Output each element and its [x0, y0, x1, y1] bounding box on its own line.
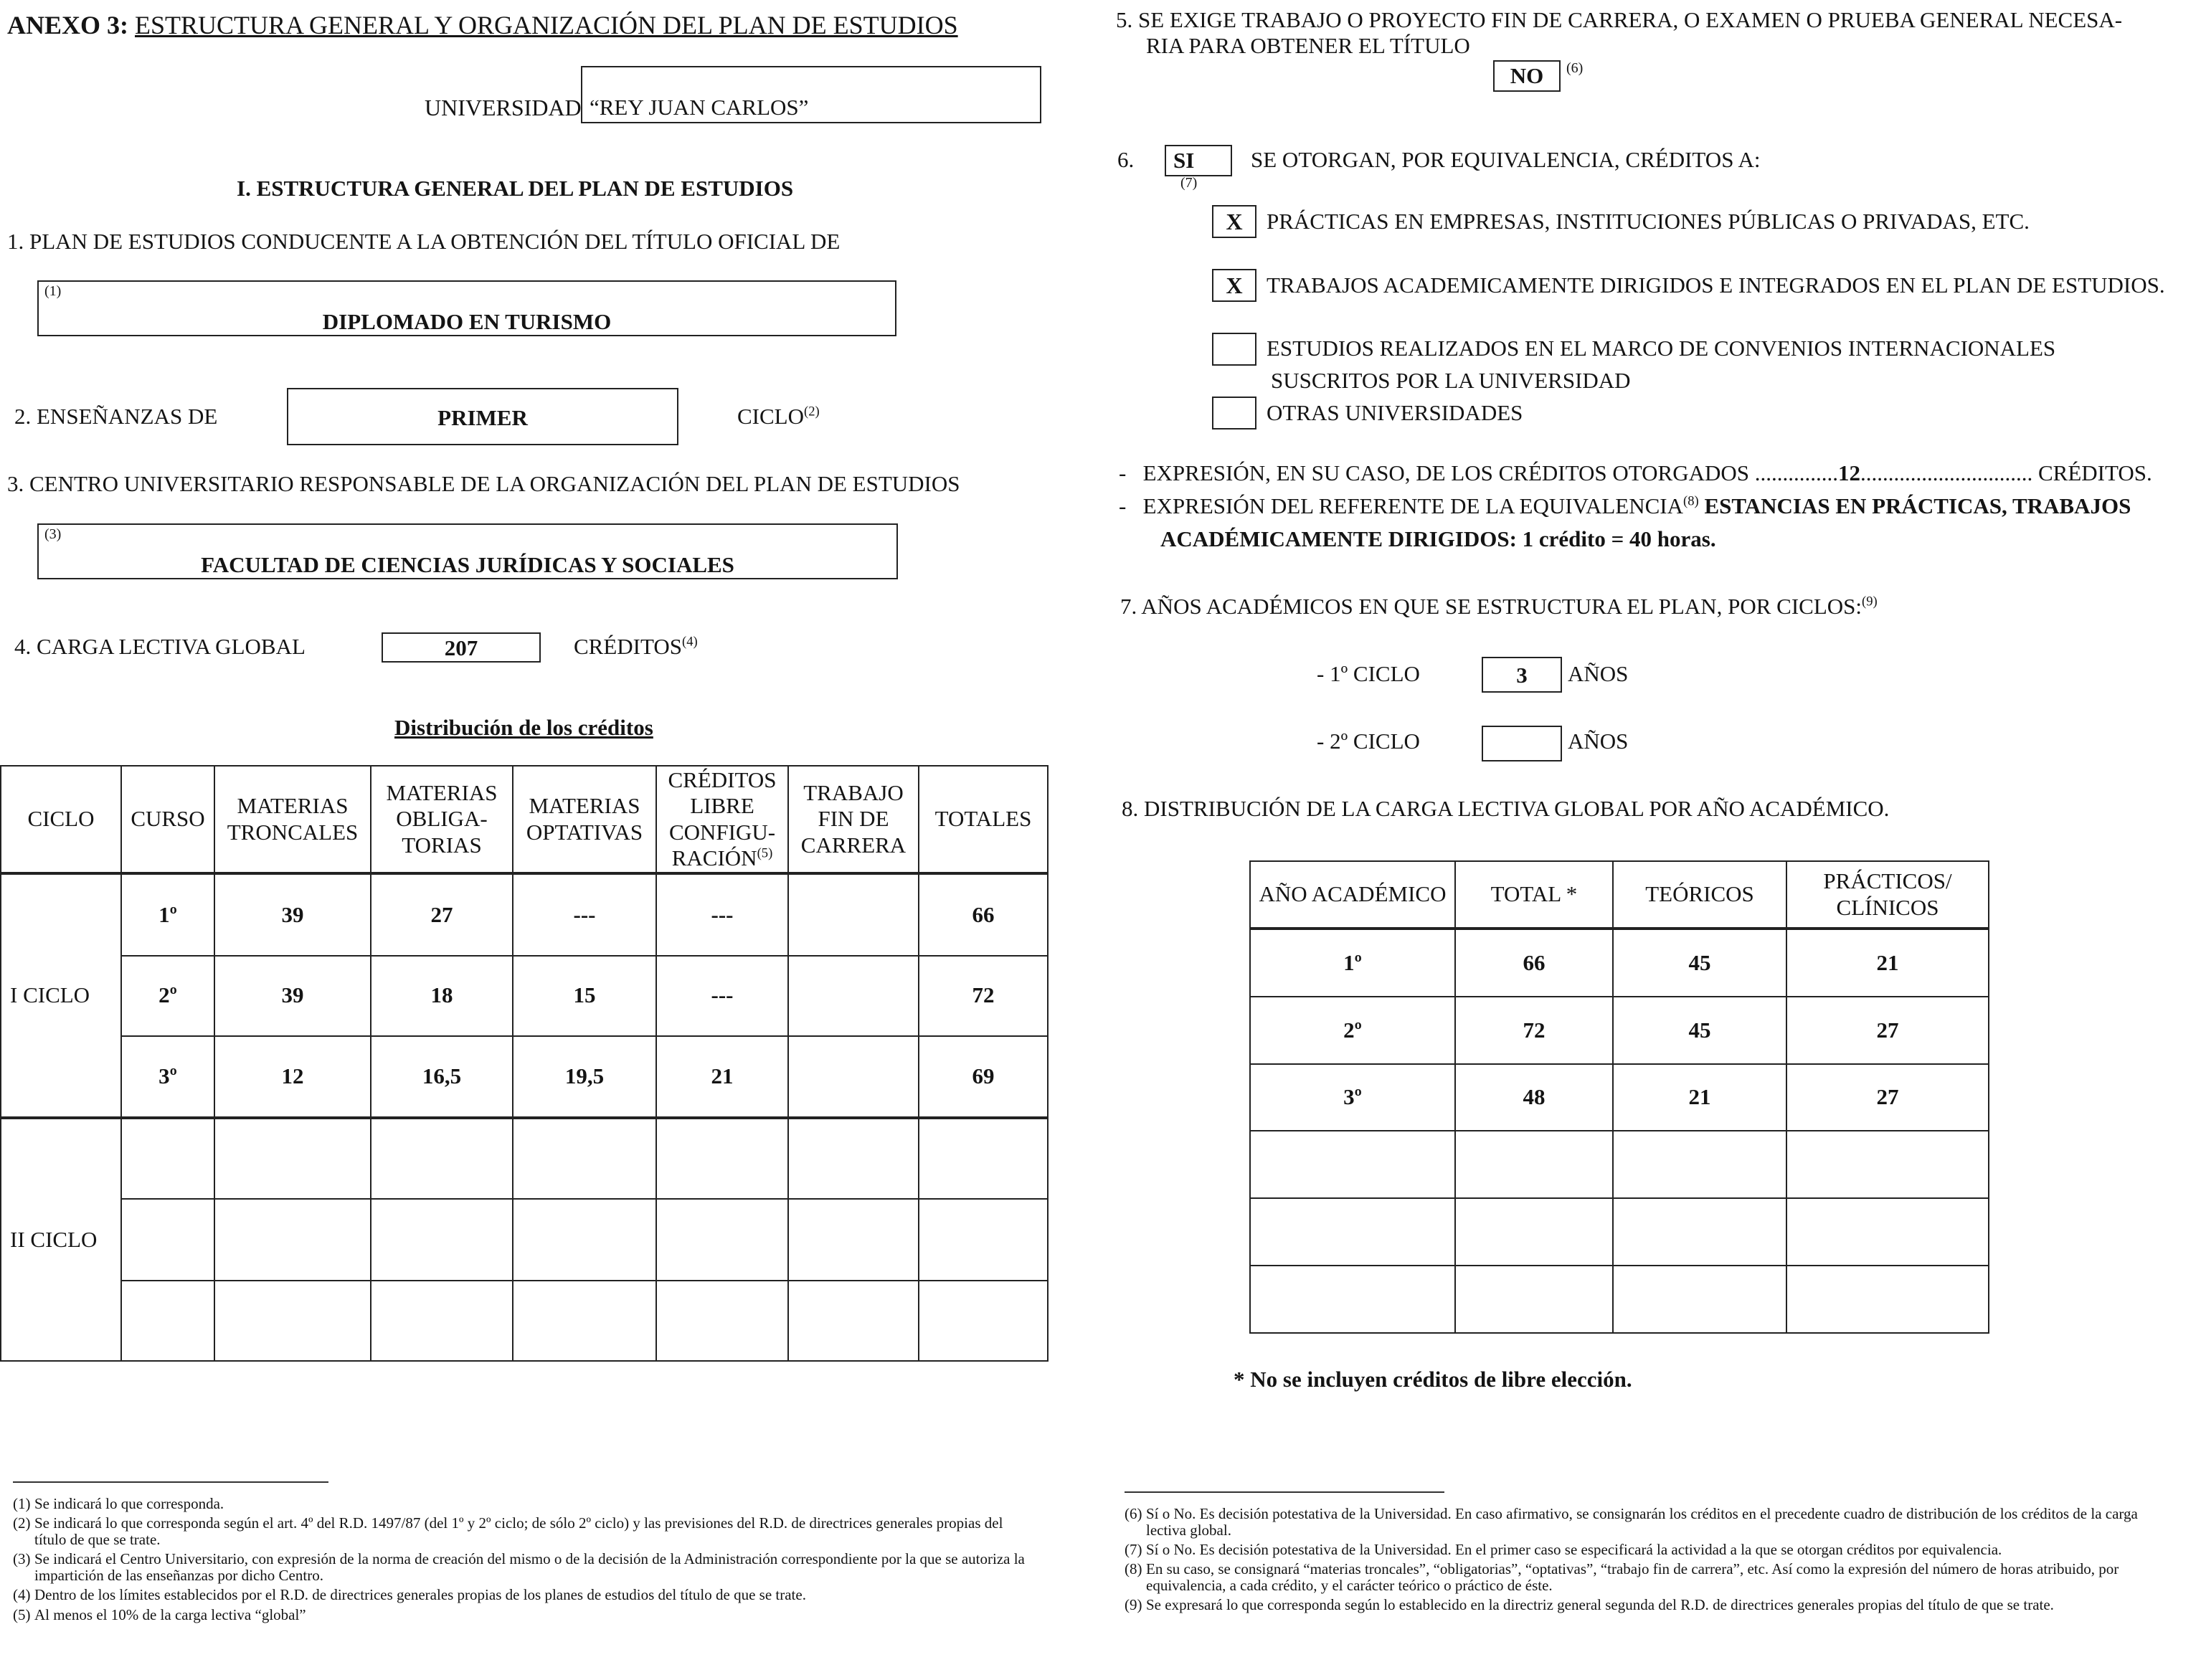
q3-note: (3)	[44, 526, 62, 542]
expression-equivalence: - EXPRESIÓN DEL REFERENTE DE LA EQUIVALENCIA$^{(8)}$ ESTANCIAS EN PRÁCTICAS, TRABAJOS	[1119, 493, 2131, 518]
header-total: TOTAL *	[1455, 861, 1613, 929]
q8-note: * No se incluyen créditos de libre elección.	[1234, 1367, 1632, 1392]
libre-cell: 21	[656, 1036, 788, 1118]
total-cell: 66	[1455, 929, 1613, 997]
footnote-4: (4) Dentro de los límites establecidos por el R.D. de directrices generales propias de los planes de estudios del título de que se trate.	[13, 1586, 806, 1604]
ano-cell: 2º	[1250, 997, 1455, 1064]
q6-num: 6.	[1117, 147, 1135, 172]
teoricos-cell: 21	[1613, 1064, 1786, 1131]
q1-value: DIPLOMADO EN TURISMO	[322, 309, 612, 334]
q8-text: 8. DISTRIBUCIÓN DE LA CARGA LECTIVA GLOBAL POR AÑO ACADÉMICO.	[1122, 796, 1890, 821]
q4-value: 207	[444, 635, 478, 660]
obligatorias-cell: 27	[371, 873, 513, 955]
q7-c2-unit: AÑOS	[1568, 729, 1629, 754]
universidad-box	[581, 66, 1041, 123]
total-cell: 72	[1455, 997, 1613, 1064]
obligatorias-cell: 18	[371, 956, 513, 1036]
expression-credits: - EXPRESIÓN, EN SU CASO, DE LOS CRÉDITOS OTORGADOS ...............12............................... CRÉDITOS.	[1119, 460, 2152, 485]
annual-load-table	[1249, 860, 1989, 1334]
ano-cell: 3º	[1250, 1064, 1455, 1131]
option-otras-label: OTRAS UNIVERSIDADES	[1267, 400, 1523, 425]
page-heading: ANEXO 3: ESTRUCTURA GENERAL Y ORGANIZACIÓN DEL PLAN DE ESTUDIOS	[7, 11, 958, 39]
q7-c1-value: 3	[1516, 663, 1528, 688]
footnote-9: (9) Se expresará lo que corresponda según lo establecido en la directriz general segunda del R.D. de directrices generales propias del título de que se trate.	[1125, 1596, 2054, 1614]
q3-text: 3. CENTRO UNIVERSITARIO RESPONSABLE DE LA ORGANIZACIÓN DEL PLAN DE ESTUDIOS	[7, 471, 960, 496]
table-row	[1250, 929, 1989, 997]
troncales-cell: 39	[214, 873, 371, 955]
optativas-cell: 19,5	[513, 1036, 656, 1118]
q4-suffix: CRÉDITOS$^{(4)}$	[574, 634, 698, 659]
footnote-6: (6) Sí o No. Es decisión potestativa de la Universidad. En caso afirmativo, se consignarán los créditos en el precedente cuadro de distribución de los créditos de la carga lectiva global.	[1125, 1505, 2138, 1539]
trabajo-cell	[788, 956, 919, 1036]
q6-box	[1165, 145, 1232, 176]
option-trabajos-checkbox: X	[1212, 269, 1256, 302]
q3-value: FACULTAD DE CIENCIAS JURÍDICAS Y SOCIALES	[201, 552, 734, 577]
q2-box	[287, 388, 678, 445]
annex-label: ANEXO 3	[7, 11, 120, 39]
q1-text: 1. PLAN DE ESTUDIOS CONDUCENTE A LA OBTENCIÓN DEL TÍTULO OFICIAL DE	[7, 229, 841, 254]
trabajo-cell	[788, 1036, 919, 1118]
option-convenios-label2: SUSCRITOS POR LA UNIVERSIDAD	[1271, 368, 1631, 393]
header-trabajo-fin: TRABAJO FIN DE CARRERA	[788, 766, 919, 873]
q5-value: NO	[1510, 63, 1544, 88]
header-optativas: MATERIAS OPTATIVAS	[513, 766, 656, 873]
credits-value: 12	[1838, 460, 1860, 485]
table-row	[1250, 1064, 1989, 1131]
q6-value: SI	[1173, 148, 1195, 173]
universidad-label: UNIVERSIDAD	[425, 95, 582, 120]
teoricos-cell: 45	[1613, 929, 1786, 997]
ciclo-I-cell: I CICLO	[1, 873, 121, 1118]
header-obligatorias: MATERIAS OBLIGA- TORIAS	[371, 766, 513, 873]
q5-line2: RIA PARA OBTENER EL TÍTULO	[1146, 33, 1470, 58]
option-practicas-checkbox: X	[1212, 205, 1256, 238]
dist-title: Distribución de los créditos	[394, 715, 653, 740]
table-row	[1, 1199, 1048, 1280]
header-teoricos: TEÓRICOS	[1613, 861, 1786, 929]
expression-equivalence-line2: ACADÉMICAMENTE DIRIGIDOS: 1 crédito = 40 horas.	[1160, 526, 1716, 551]
footnote-1: (1) Se indicará lo que corresponda.	[13, 1495, 224, 1512]
header-ciclo: CICLO	[1, 766, 121, 873]
practicos-cell: 27	[1786, 997, 1989, 1064]
q7-text: 7. AÑOS ACADÉMICOS EN QUE SE ESTRUCTURA EL PLAN, POR CICLOS:$^{(9)}$	[1120, 594, 1878, 619]
table-row	[1, 1281, 1048, 1361]
table-row	[1, 1036, 1048, 1118]
table-row	[1250, 997, 1989, 1064]
q2-value: PRIMER	[437, 405, 528, 430]
teoricos-cell: 45	[1613, 997, 1786, 1064]
footnote-rule-left	[13, 1481, 328, 1483]
q2-label: 2. ENSEÑANZAS DE	[14, 404, 218, 429]
curso-cell: 3º	[121, 1036, 214, 1118]
q5-box	[1493, 60, 1561, 92]
header-libre-configuracion: CRÉDITOS LIBRE CONFIGU- RACIÓN$^{(5)}$	[656, 766, 788, 873]
q7-c2-label: - 2º CICLO	[1317, 729, 1420, 754]
total-cell: 48	[1455, 1064, 1613, 1131]
q1-box	[37, 280, 896, 336]
curso-cell: 1º	[121, 873, 214, 955]
libre-cell: ---	[656, 873, 788, 955]
troncales-cell: 12	[214, 1036, 371, 1118]
practicos-cell: 27	[1786, 1064, 1989, 1131]
curso-cell: 2º	[121, 956, 214, 1036]
header-totales: TOTALES	[919, 766, 1048, 873]
ciclo-II-cell: II CICLO	[1, 1118, 121, 1361]
universidad-value: “REY JUAN CARLOS”	[590, 95, 809, 120]
q4-label: 4. CARGA LECTIVA GLOBAL	[14, 634, 306, 659]
obligatorias-cell: 16,5	[371, 1036, 513, 1118]
section-heading: I. ESTRUCTURA GENERAL DEL PLAN DE ESTUDIOS	[237, 176, 794, 201]
q6-note: (7)	[1180, 175, 1198, 191]
q6-text: SE OTORGAN, POR EQUIVALENCIA, CRÉDITOS A:	[1251, 147, 1761, 172]
table-row	[1, 956, 1048, 1036]
q2-suffix: CICLO$^{(2)}$	[737, 404, 820, 429]
header-troncales: MATERIAS TRONCALES	[214, 766, 371, 873]
header-curso: CURSO	[121, 766, 214, 873]
q1-note: (1)	[44, 283, 62, 299]
table-row	[1250, 1131, 1989, 1198]
footnotes-right	[1125, 1506, 2157, 1614]
optativas-cell: ---	[513, 873, 656, 955]
q4-box	[382, 632, 541, 663]
footnotes-left	[13, 1496, 1031, 1623]
libre-cell: ---	[656, 956, 788, 1036]
footnote-8: (8) En su caso, se consignará “materias troncales”, “obligatorias”, “optativas”, “trabajo fin de carrera”, etc. Así como la expresión del número de horas atribuido, por equivalencia, a cada crédito, y el carácter teórico o práctico de éste.	[1125, 1560, 2119, 1595]
totales-cell: 72	[919, 956, 1048, 1036]
option-otras-checkbox	[1212, 397, 1256, 430]
q5-note: (6)	[1566, 60, 1584, 76]
annex-title: ESTRUCTURA GENERAL Y ORGANIZACIÓN DEL PLAN DE ESTUDIOS	[135, 11, 958, 39]
table-header-row	[1, 766, 1048, 873]
table-row	[1, 873, 1048, 955]
header-ano: AÑO ACADÉMICO	[1250, 861, 1455, 929]
credit-distribution-table	[0, 765, 1049, 1362]
option-practicas-label: PRÁCTICAS EN EMPRESAS, INSTITUCIONES PÚBLICAS O PRIVADAS, ETC.	[1267, 209, 2030, 234]
table-row	[1250, 1198, 1989, 1266]
header-practicos: PRÁCTICOS/ CLÍNICOS	[1786, 861, 1989, 929]
troncales-cell: 39	[214, 956, 371, 1036]
table-row	[1, 1118, 1048, 1199]
q7-c1-box	[1482, 657, 1562, 693]
footnote-2: (2) Se indicará lo que corresponda según el art. 4º del R.D. 1497/87 (del 1º y 2º ciclo; de sólo 2º ciclo) y las previsiones del R.D. de directrices generales propias del título de que se trate.	[13, 1514, 1003, 1549]
footnote-5: (5) Al menos el 10% de la carga lectiva “global”	[13, 1605, 306, 1623]
footnote-rule-right	[1125, 1491, 1444, 1493]
totales-cell: 69	[919, 1036, 1048, 1118]
table-header-row	[1250, 861, 1989, 929]
option-convenios-label: ESTUDIOS REALIZADOS EN EL MARCO DE CONVENIOS INTERNACIONALES	[1267, 336, 2056, 361]
option-convenios-checkbox	[1212, 333, 1256, 366]
optativas-cell: 15	[513, 956, 656, 1036]
q3-box	[37, 523, 898, 579]
totales-cell: 66	[919, 873, 1048, 955]
table-row	[1250, 1266, 1989, 1333]
q5-line1: 5. SE EXIGE TRABAJO O PROYECTO FIN DE CARRERA, O EXAMEN O PRUEBA GENERAL NECESA-	[1116, 7, 2123, 32]
ano-cell: 1º	[1250, 929, 1455, 997]
trabajo-cell	[788, 873, 919, 955]
option-trabajos-label: TRABAJOS ACADEMICAMENTE DIRIGIDOS E INTEGRADOS EN EL PLAN DE ESTUDIOS.	[1267, 272, 2165, 298]
q7-c1-unit: AÑOS	[1568, 661, 1629, 686]
q7-c2-box	[1482, 726, 1562, 761]
footnote-7: (7) Sí o No. Es decisión potestativa de la Universidad. En el primer caso se especificará la actividad a la que se otorgan créditos por equivalencia.	[1125, 1541, 2002, 1559]
practicos-cell: 21	[1786, 929, 1989, 997]
q7-c1-label: - 1º CICLO	[1317, 661, 1420, 686]
footnote-3: (3) Se indicará el Centro Universitario, con expresión de la norma de creación del mismo o de la decisión de la Administración correspondiente por la que se autoriza la impartición de las enseñanzas por dicho Centro.	[13, 1550, 1025, 1585]
